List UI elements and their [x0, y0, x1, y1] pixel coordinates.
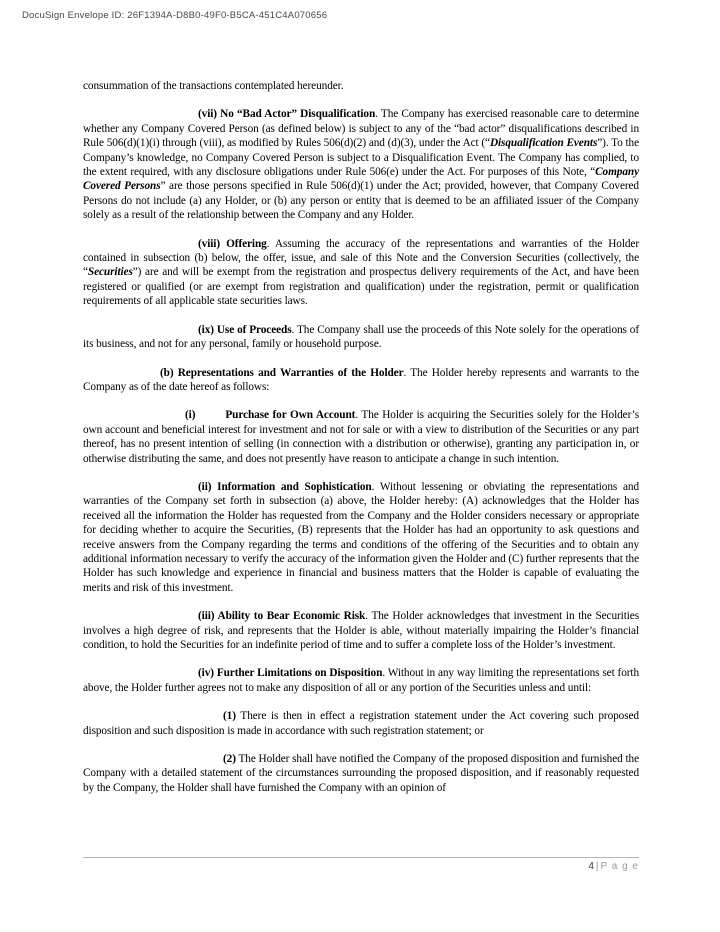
paragraph	[83, 752, 639, 795]
text-run: Purchase for Own Account	[225, 409, 356, 422]
text-run: (iii) Ability to Bear Economic Risk	[198, 610, 366, 623]
text-run: . The Holder acknowledges that investment in the Securities involves a high degree of risk, and represents that the Holder is able, without materially impairing the Holder’s financial condition, to hold the Securities for an indefinite period of time and to suffer a complete loss of the Holder’s investment.	[83, 610, 639, 651]
text-run: (b) Representations and Warranties of the Holder	[160, 366, 404, 379]
text-run: (iv) Further Limitations on Disposition	[198, 667, 383, 680]
text-run: (1)	[223, 710, 236, 723]
docusign-envelope-id: DocuSign Envelope ID: 26F1394A-D8B0-49F0-B5CA-451C4A070656	[22, 10, 328, 21]
paragraph	[83, 366, 639, 395]
paragraph	[83, 408, 639, 466]
text-run: (ix) Use of Proceeds	[198, 323, 292, 336]
text-run: ” are those persons specified in Rule 506(d)(1) under the Act; provided, however, that Company Covered Persons do not include (a) any Holder, or (b) any person or entity that is deemed to be an affiliated issuer of the Company solely as a result of the relationship between the Company and any Holder.	[83, 180, 639, 222]
text-run: Company Covered Persons	[83, 166, 639, 193]
text-run: Disqualification Events	[489, 137, 598, 150]
text-run: . The Holder is acquiring the Securities solely for the Holder’s own account and beneficial interest for investment and not for sale or with a view to distribution of the Securities or any part thereof, has no present intention of selling (in connection with a distribution or otherwise), granting any participation in, or otherwise distributing the same, and does not presently have reason to anticipate a change in such intention.	[83, 409, 639, 465]
document-body	[83, 79, 639, 795]
text-run: ”) are and will be exempt from the registration and prospectus delivery requirements of the Act, and have been registered or qualified (or are exempt from registration and qualification) under the registration, permit or qualification requirements of all applicable state securities laws.	[83, 266, 639, 308]
page-footer	[83, 857, 639, 872]
text-run: (vii) No “Bad Actor” Disqualification	[198, 108, 376, 121]
paragraph	[83, 709, 639, 738]
paragraph	[83, 79, 639, 93]
footer-page-word: P a g e	[600, 861, 639, 872]
text-run: . Assuming the accuracy of the representations and warranties of the Holder contained in subsection (b) below, the offer, issue, and sale of this Note and the Conversion Securities (collectively, the “	[83, 237, 639, 279]
text-run: (i)	[185, 409, 196, 422]
text-run: ”). To the Company’s knowledge, no Company Covered Person is subject to a Disqualification Event. The Company has complied, to the extent required, with any disclosure obligations under Rule 506(e) under the Act. For purposes of this Note, “	[83, 137, 639, 179]
paragraph	[83, 609, 639, 652]
paragraph	[83, 480, 639, 595]
text-run: (viii) Offering	[198, 237, 267, 250]
text-run: . The Company shall use the proceeds of this Note solely for the operations of its business, and not for any personal, family or household purpose.	[83, 323, 639, 351]
paragraph	[83, 107, 639, 222]
footer-separator: |	[595, 861, 599, 872]
text-run: . Without in any way limiting the representations set forth above, the Holder further agrees not to make any disposition of all or any portion of the Securities unless and until:	[83, 667, 639, 694]
text-run: (2)	[223, 753, 236, 766]
paragraph	[83, 666, 639, 695]
text-run: . The Company has exercised reasonable care to determine whether any Company Covered Person (as defined below) is subject to any of the “bad actor” disqualifications described in Rule 506(d)(1)(i) through (viii), as modified by Rules 506(d)(2) and (d)(3), under the Act (“	[83, 108, 639, 150]
text-run: (ii) Information and Sophistication	[198, 480, 372, 493]
page-number: 4	[588, 861, 594, 872]
text-run: consummation of the transactions contemplated hereunder.	[83, 80, 344, 92]
text-run: . The Holder hereby represents and warrants to the Company as of the date hereof as follows:	[83, 366, 639, 393]
text-run: There is then in effect a registration statement under the Act covering such proposed disposition and such disposition is made in accordance with such registration statement; or	[83, 710, 639, 737]
text-run: . Without lessening or obviating the representations and warranties of the Company set forth in subsection (a) above, the Holder hereby: (A) acknowledges that the Holder has received all the information the Holder has requested from the Company and the Holder considers necessary or appropriate for deciding whether to acquire the Securities, (B) represents that the Holder has had an opportunity to ask questions and receive answers from the Company regarding the terms and conditions of the offering of the Securities and to obtain any additional information necessary to verify the accuracy of the information given the Holder and (C) further represents that the Holder has such knowledge and experience in financial and business matters that the Holder is capable of evaluating the merits and risk of this investment.	[83, 480, 639, 594]
text-run: The Holder shall have notified the Company of the proposed disposition and furnished the Company with a detailed statement of the circumstances surrounding the proposed disposition, and if reasonably requested by the Company, the Holder shall have furnished the Company with an opinion of	[83, 753, 639, 794]
text-run: Securities	[87, 266, 133, 279]
paragraph	[83, 323, 639, 352]
paragraph	[83, 237, 639, 309]
